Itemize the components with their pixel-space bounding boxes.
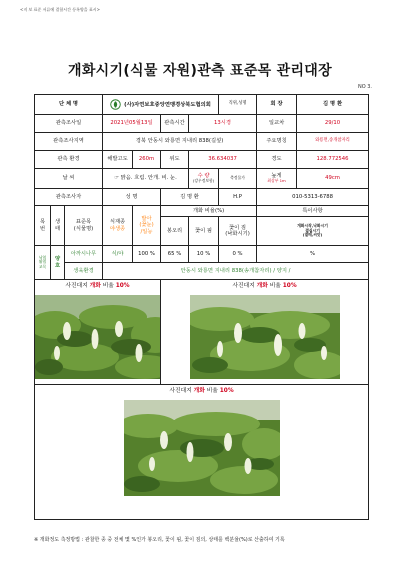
temp-diff-value: 29/10 bbox=[297, 115, 369, 133]
top-note: <지 보 표준 서류에 결합시간 등록양을 표시> bbox=[20, 7, 101, 12]
rainfall-sub: (강우정보함) bbox=[192, 178, 215, 184]
row-survey-header bbox=[35, 206, 369, 217]
org-label: 단 체 명 bbox=[35, 95, 103, 115]
fall-value: 0 % bbox=[219, 246, 257, 263]
weather-label: 날 씨 bbox=[35, 169, 103, 189]
footnote: ※ 개화정도 측정방법 : 관찰한 종 중 전체 몇 %인가 봉오리, 꽃이 핌, 꽃이 짐의, 상태를 백분율(%)로 산출하여 기록 bbox=[34, 537, 285, 543]
height-value: 49cm bbox=[297, 169, 369, 189]
col-tree: 표준목 (식물명) bbox=[65, 206, 103, 246]
col-germination: 발아 (꽃눈) /일능 bbox=[133, 206, 161, 246]
rainfall-cell bbox=[189, 169, 219, 189]
row-obs-date bbox=[35, 115, 369, 133]
org-name: (사)자연보호중앙연맹경상북도협의회 bbox=[124, 102, 211, 108]
plant-type-value: 식/야 bbox=[103, 246, 133, 263]
acacia-photo-1 bbox=[35, 295, 161, 379]
col-fall: 꽃이 짐 (낙화시기) bbox=[219, 217, 257, 246]
photo-cell-3 bbox=[35, 385, 369, 520]
page-title: 개화시기(식물 자원)관측 표준목 관리대장 bbox=[68, 63, 332, 79]
row-organization bbox=[35, 95, 369, 115]
notes-sub: 개화시작,낙화시기 결실시기 (열매,씨앗) bbox=[257, 217, 369, 246]
rainfall-label: 수 량 bbox=[197, 173, 210, 180]
col-bloom: 꽃이 핌 bbox=[189, 217, 219, 246]
tree-state: 양 호 bbox=[51, 246, 65, 280]
person-name: 김 명 환 bbox=[297, 95, 369, 115]
growth-env-value: 안동시 와룡면 지내리 838(송개참자리) / 양지 / bbox=[103, 263, 369, 280]
measure-label: 측정물가 bbox=[219, 169, 257, 189]
row-location bbox=[35, 133, 369, 151]
location-label: 관측조사지역 bbox=[35, 133, 103, 151]
hp-value: 010-5313-6788 bbox=[257, 189, 369, 206]
col-no: 목 번 bbox=[35, 206, 51, 246]
tree-name: 아까시나무 bbox=[65, 246, 103, 263]
obs-time-label: 관측시간 bbox=[161, 115, 189, 133]
germination-value: 100 % bbox=[133, 246, 161, 263]
col-plant-wild: 야생종 bbox=[109, 225, 126, 232]
col-bud: 봉오리 bbox=[161, 217, 189, 246]
photo-caption-1: 사진대지 개화 비율 10% bbox=[65, 283, 130, 289]
longitude-label: 경도 bbox=[257, 151, 297, 169]
photo-cell-1 bbox=[35, 280, 161, 385]
row-weather bbox=[35, 169, 369, 189]
col-plant-label: 식재종 bbox=[109, 219, 126, 226]
photo-cell-2 bbox=[161, 280, 369, 385]
latitude-label: 위도 bbox=[161, 151, 189, 169]
col-plant-type bbox=[103, 206, 133, 246]
notes-header: 특이사항 bbox=[257, 206, 369, 217]
row-observer bbox=[35, 189, 369, 206]
row-environment bbox=[35, 151, 369, 169]
position-value: 회 장 bbox=[257, 95, 297, 115]
bloom-value: 10 % bbox=[189, 246, 219, 263]
height-sub: 최상부 1m bbox=[267, 178, 286, 184]
observer-name-label: 성 명 bbox=[103, 189, 161, 206]
obs-date-value: 2021년05월13일 bbox=[103, 115, 161, 133]
obs-date-label: 관측조사일 bbox=[35, 115, 103, 133]
temp-diff-label: 일교차 bbox=[257, 115, 297, 133]
hp-label: H.P bbox=[219, 189, 257, 206]
altitude-label: 해발고도 bbox=[103, 151, 133, 169]
row-growth-env bbox=[35, 263, 369, 280]
col-state: 생 태 bbox=[51, 206, 65, 246]
row-photos-2 bbox=[35, 385, 369, 520]
row-photos-1 bbox=[35, 280, 369, 385]
tree-category: 낙엽 활엽 교목 bbox=[35, 246, 51, 280]
document-number: NO 3. bbox=[357, 84, 372, 90]
latitude-value: 36.634037 bbox=[189, 151, 257, 169]
observer-name: 김 명 환 bbox=[161, 189, 219, 206]
location-value: 경북 안동시 와룡면 지내리 838(길섶) bbox=[103, 133, 257, 151]
acacia-photo-3 bbox=[124, 400, 280, 496]
longitude-value: 128.772546 bbox=[297, 151, 369, 169]
altitude-value: 260m bbox=[133, 151, 161, 169]
observer-label: 관측조사자 bbox=[35, 189, 103, 206]
height-cell bbox=[257, 169, 297, 189]
growth-env-label: 생육환경 bbox=[65, 263, 103, 280]
photo-caption-2: 사진대지 개화 비율 10% bbox=[232, 283, 297, 289]
organization-logo-icon bbox=[110, 99, 121, 110]
row-survey-data bbox=[35, 246, 369, 263]
acacia-photo-2 bbox=[190, 295, 340, 379]
photo-caption-3: 사진대지 개화 비율 10% bbox=[169, 388, 234, 394]
landmark-label: 주요명칭 bbox=[257, 133, 297, 151]
height-label: 높게 bbox=[271, 173, 282, 180]
weather-options: ☞ 맑음. 흐림. 안개. 비. 눈. bbox=[103, 169, 189, 189]
observation-table bbox=[34, 94, 369, 520]
position-label: 직위,성명 bbox=[219, 95, 257, 115]
landmark-value: 와룡면,송개참자리 bbox=[297, 133, 369, 151]
notes-value: % bbox=[257, 246, 369, 263]
env-label: 관측 환경 bbox=[35, 151, 103, 169]
org-name-cell bbox=[103, 95, 219, 115]
bud-value: 65 % bbox=[161, 246, 189, 263]
flower-ratio-header: 개화 비율(%) bbox=[161, 206, 257, 217]
obs-time-value: 13시경 bbox=[189, 115, 257, 133]
